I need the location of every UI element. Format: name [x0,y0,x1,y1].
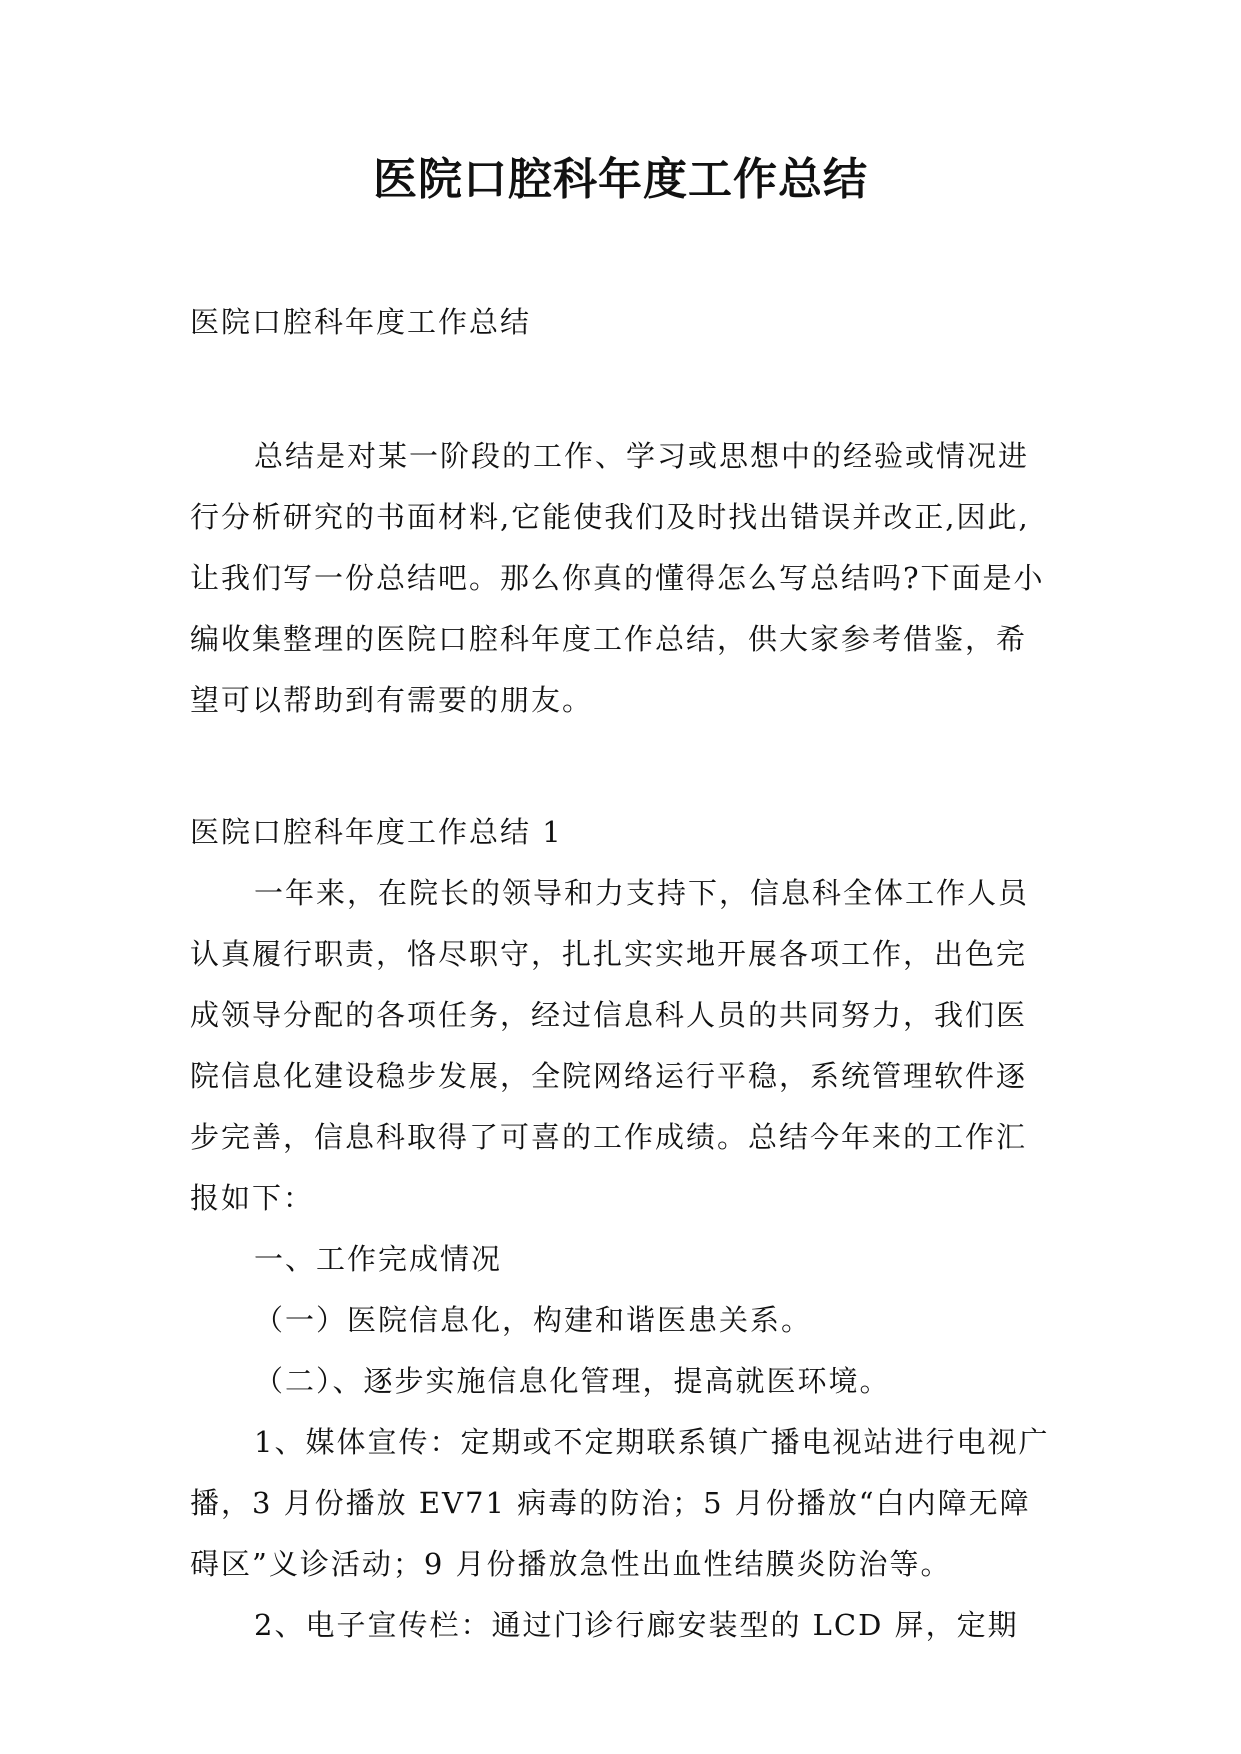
list-point: 1、媒体宣传：定期或不定期联系镇广播电视站进行电视广播，3 月份播放 EV71 病毒的防治；5 月份播放“白内障无障碍区”义诊活动；9 月份播放急性出血性结膜炎防治等。 [190,1425,1050,1581]
body-paragraph: 一年来，在院长的领导和力支持下，信息科全体工作人员认真履行职责，恪尽职守，扎扎实实地开展各项工作，出色完成领导分配的各项任务，经过信息科人员的共同努力，我们医院信息化建设稳步发展，全院网络运行平稳，系统管理软件逐步完善，信息科取得了可喜的工作成绩。总结今年来的工作汇报如下： [190,876,1030,1215]
list-subitem: （一）医院信息化，构建和谐医患关系。 [254,1303,813,1337]
section-heading: 医院口腔科年度工作总结 1 [190,815,563,849]
list-heading: 一、工作完成情况 [254,1242,503,1276]
intro-paragraph: 总结是对某一阶段的工作、学习或思想中的经验或情况进行分析研究的书面材料,它能使我们及时找出错误并改正,因此,让我们写一份总结吧。那么你真的懂得怎么写总结吗?下面是小编收集整理的医院口腔科年度工作总结，供大家参考借鉴，希望可以帮助到有需要的朋友。 [190,439,1045,717]
document-body [190,292,1050,1656]
document-title: 医院口腔科年度工作总结 [373,154,868,205]
spacer [190,353,1050,426]
document-subtitle: 医院口腔科年度工作总结 [190,305,532,339]
spacer [190,731,1050,802]
list-point: 2、电子宣传栏：通过门诊行廊安装型的 LCD 屏，定期 [254,1608,1019,1642]
list-subitem: （二）、逐步实施信息化管理，提高就医环境。 [254,1364,891,1398]
